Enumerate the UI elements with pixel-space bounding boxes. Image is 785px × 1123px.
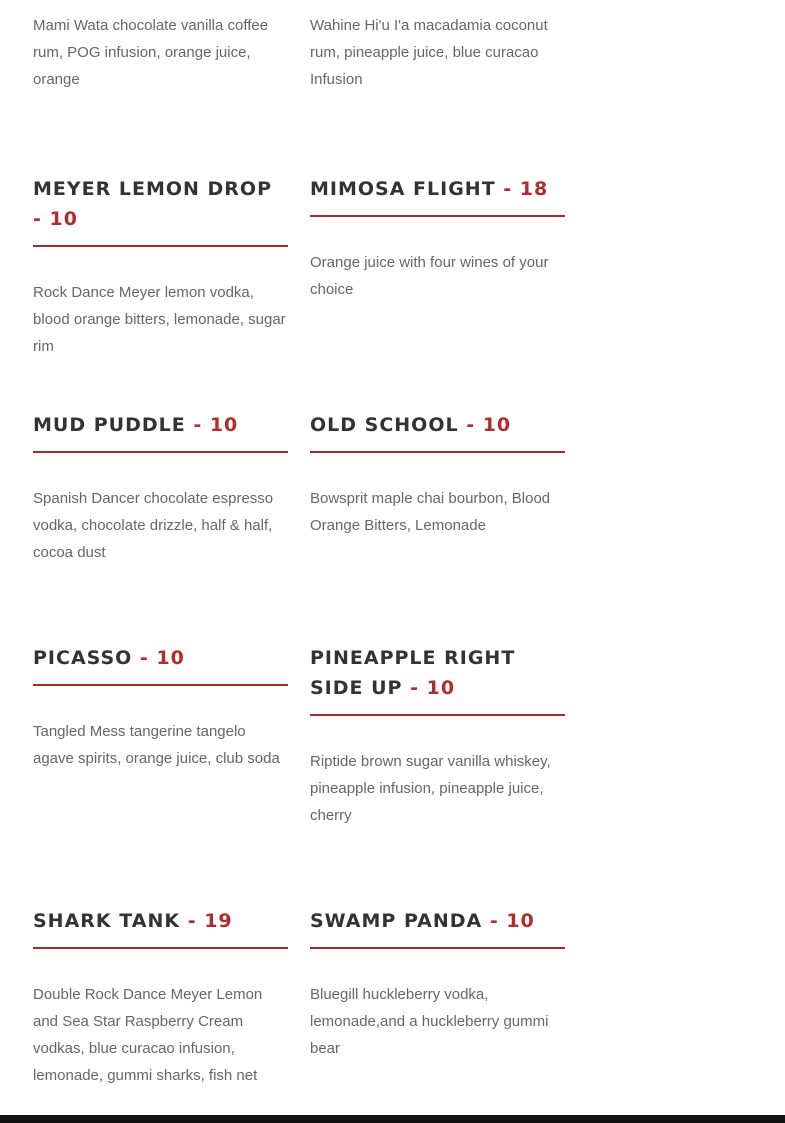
item-description: Wahine Hi'u I'a macadamia coconut rum, pineapple juice, blue curacao Infusion [310,17,548,88]
menu-item-swamp-panda [310,906,565,1062]
item-description: Mami Wata chocolate vanilla coffee rum, POG infusion, orange juice, orange [33,17,269,88]
item-description: Orange juice with four wines of your choice [310,254,549,298]
item-price: - 10 [132,647,185,669]
item-title [310,906,565,949]
menu-item-pineapple-right-side-up [310,643,565,829]
item-title [33,643,288,686]
item-name: PINEAPPLE RIGHT SIDE UP [310,647,516,699]
item-description: Tangled Mess tangerine tangelo agave spirits, orange juice, club soda [33,723,280,767]
item-title [310,410,565,453]
item-name: MUD PUDDLE [33,414,186,436]
item-price: - 10 [33,208,78,230]
item-name: MIMOSA FLIGHT [310,178,496,200]
footer-bar [0,1115,785,1123]
item-price: - 10 [402,677,456,699]
item-price: - 18 [495,178,549,200]
menu-item-top-left [33,12,288,93]
item-title [33,174,288,247]
item-title [33,906,288,949]
item-price: - 10 [458,414,512,436]
item-name: PICASSO [33,647,133,669]
item-description: Double Rock Dance Meyer Lemon and Sea Star Raspberry Cream vodkas, blue curacao infusion, lemonade, gummi sharks, fish net [33,986,263,1084]
menu-item-meyer-lemon-drop [33,174,288,360]
item-description: Riptide brown sugar vanilla whiskey, pineapple infusion, pineapple juice, cherry [310,753,551,824]
menu-item-picasso [33,643,288,772]
item-name: SHARK TANK [33,910,181,932]
item-name: OLD SCHOOL [310,414,459,436]
item-description: Bowsprit maple chai bourbon, Blood Orange Bitters, Lemonade [310,490,551,534]
item-title [310,174,565,217]
item-price: - 19 [180,910,233,932]
item-description: Rock Dance Meyer lemon vodka, blood orange bitters, lemonade, sugar rim [33,284,286,355]
item-description: Spanish Dancer chocolate espresso vodka, chocolate drizzle, half & half, cocoa dust [33,490,274,561]
menu-item-old-school [310,410,565,539]
item-description: Bluegill huckleberry vodka, lemonade,and a huckleberry gummi bear [310,986,549,1057]
item-title [33,410,288,453]
item-name: SWAMP PANDA [310,910,483,932]
menu-item-mimosa-flight [310,174,565,303]
item-price: - 10 [185,414,239,436]
menu-item-mud-puddle [33,410,288,566]
menu-item-top-right [310,12,565,93]
item-name: MEYER LEMON DROP [33,178,273,200]
menu-item-shark-tank [33,906,288,1089]
item-title [310,643,565,716]
item-price: - 10 [482,910,535,932]
